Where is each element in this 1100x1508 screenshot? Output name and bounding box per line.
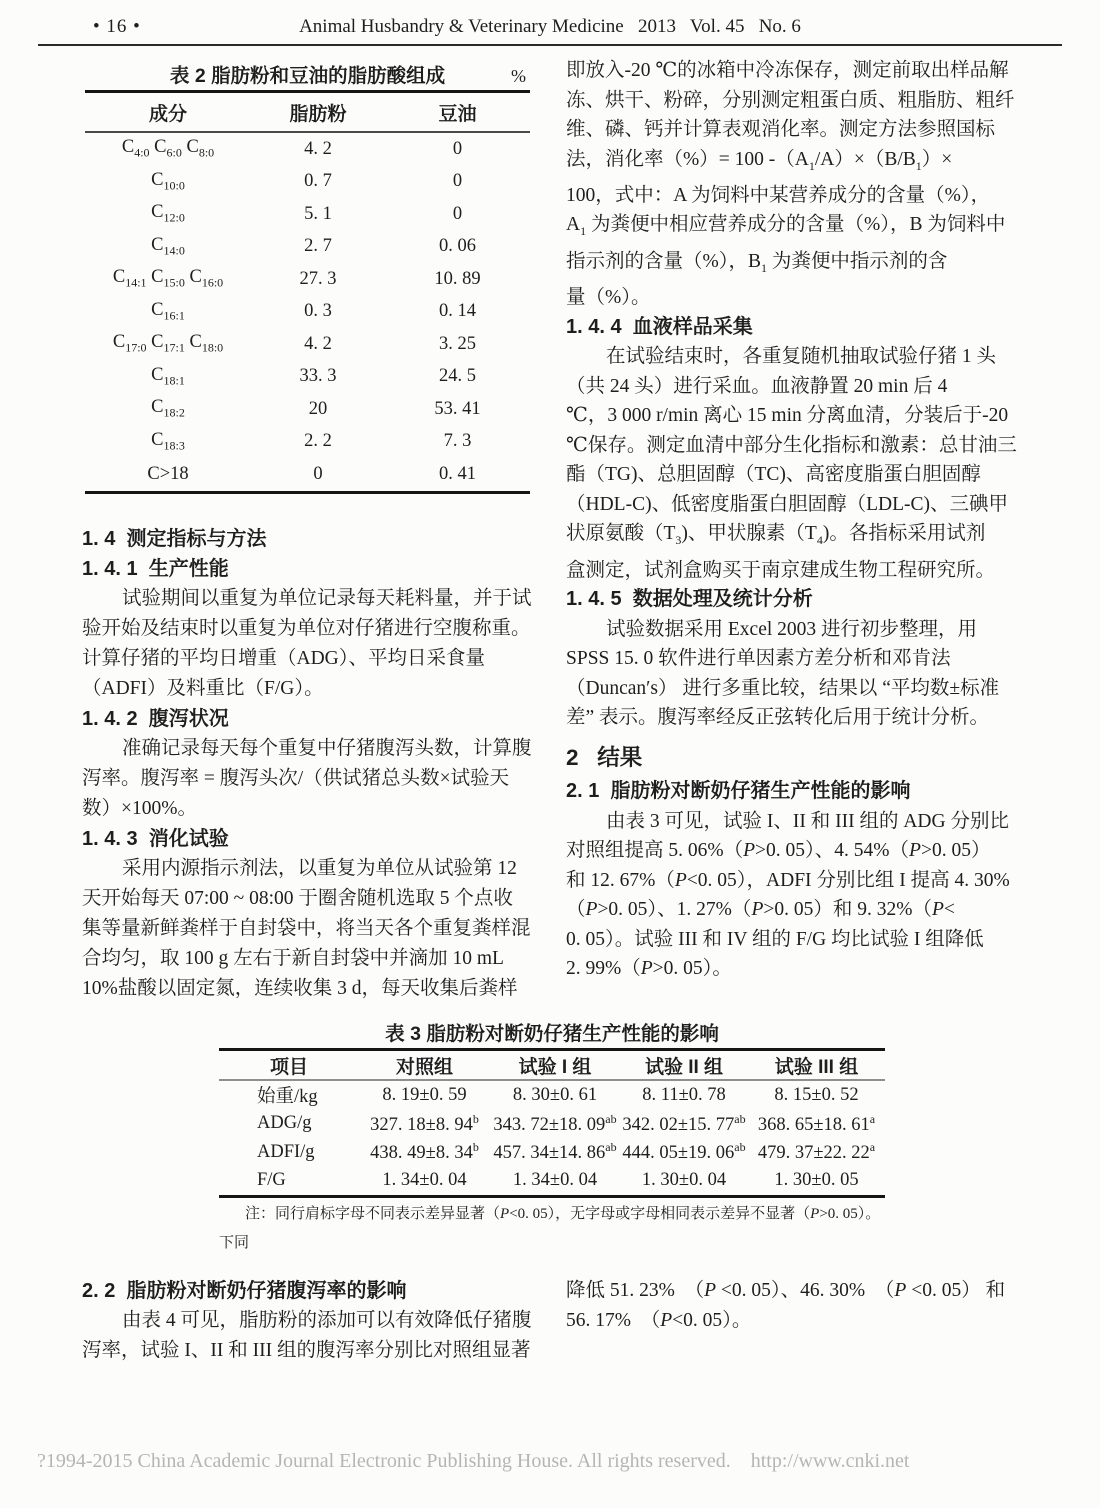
t2-cell: 0 [452, 171, 463, 192]
right-line-14: （HDL-C)、低密度脂蛋白胆固醇（LDL-C)、三碘甲 [566, 493, 1008, 515]
t2-header-cell: 脂肪粉 [289, 103, 347, 125]
table3-growth-performance [219, 1020, 885, 1198]
left-line-9: 数）×100%。 [82, 798, 197, 819]
right-line-24: 由表 3 可见，试验 I、II 和 III 组的 ADG 分别比 [606, 810, 1009, 832]
t2-row [85, 458, 530, 491]
right-column-text [566, 56, 1022, 984]
t2-row [85, 198, 530, 231]
t2-row [85, 328, 530, 361]
t3-cell: 1. 30±0. 04 [641, 1170, 727, 1191]
left-line-8: 泻率。腹泻率 = 腹泻头次/（供试猪总头数×试验天 [82, 768, 510, 789]
right-line-25: 对照组提高 5. 06%（P>0. 05）、4. 54%（P>0. 05） [566, 840, 991, 862]
left-heading-6: 1. 4. 2 腹泻状况 [82, 708, 229, 730]
t2-cell: 0. 7 [304, 171, 332, 192]
table3-header-row [219, 1051, 885, 1079]
t2-cell: 0 [313, 463, 323, 484]
t3-header-cell: 试验 II 组 [644, 1056, 724, 1078]
t2-row [85, 361, 530, 394]
t2-cell: 33. 3 [299, 366, 337, 387]
left-column-text [82, 524, 530, 1004]
right-line-19: SPSS 15. 0 软件进行单因素方差分析和邓肯法 [566, 648, 951, 670]
right-line-3: 法，消化率（%）= 100 $-(A_1/A)\times(B/B_1)\times$ [566, 148, 953, 173]
t2-header-cell: 豆油 [438, 103, 477, 125]
t2-cell: 2. 2 [304, 431, 332, 452]
right-line-28: 0. 05）。试验 III 和 IV 组的 F/G 均比试验 I 组降低 [566, 928, 984, 950]
t2-cell: $C_{4:0}$ $C_{6:0}$ $C_{8:0}$ [121, 137, 215, 161]
table3-note-line1: 注：同行肩标字母不同表示差异显著（P<0. 05），无字母或字母相同表示差异不显著（P>0. 05）。 [245, 1206, 881, 1222]
right-heading-17: 1. 4. 5 数据处理及统计分析 [566, 588, 813, 611]
t2-cell: $C_{14:0}$ [151, 234, 185, 258]
t3-cell: 1. 34±0. 04 [382, 1170, 467, 1191]
t2-cell: 53. 41 [434, 398, 481, 419]
t2-cell: 5. 1 [304, 203, 332, 224]
left-line-11: 采用内源指示剂法，以重复为单位从试验第 12 [122, 858, 517, 879]
table3-caption: 表 3 脂肪粉对断奶仔猪生产性能的影响 [385, 1023, 719, 1045]
t2-cell: $C_{12:0}$ [151, 202, 185, 226]
t2-cell: $C_{10:0}$ [151, 169, 185, 193]
table2-bottom-border [85, 491, 530, 494]
right-heading-8: 1. 4. 4 血液样品采集 [566, 315, 753, 338]
left-heading-1: 1. 4. 1 生产性能 [82, 558, 229, 580]
right-line-1: 冻、烘干、粉碎，分别测定粗蛋白质、粗脂肪、粗纤 [566, 89, 1015, 111]
table3-body [219, 1081, 885, 1195]
bottom-left-heading-0: 2. 2 脂肪粉对断奶仔猪腹泻率的影响 [82, 1280, 407, 1302]
t2-cell: $C_{18:2}$ [151, 397, 185, 421]
right-line-0: 即放入-20 ℃的冰箱中冷冻保存，测定前取出样品解 [566, 60, 1009, 81]
right-line-21: 差” 表示。腹泻率经反正弦转化后用于统计分析。 [566, 707, 990, 729]
t2-header-cell: 成分 [148, 103, 187, 125]
table3-note-line2: 下同 [219, 1235, 250, 1251]
left-line-3: 验开始及结束时以重复为单位对仔猪进行空腹称重。 [82, 618, 531, 639]
right-line-13: 酯（TG)、总胆固醇（TC)、高密度脂蛋白胆固醇 [566, 464, 981, 486]
right-line-20: （Duncan′s） 进行多重比较，结果以 “平均数±标准 [566, 677, 1000, 699]
t2-row [85, 296, 530, 329]
t3-cell: 8. 30±0. 61 [512, 1084, 598, 1105]
right-line-26: 和 12. 67%（P<0. 05），ADFI 分别比组 I 提高 4. 30% [566, 869, 1010, 891]
t3-cell: 1. 30±0. 05 [774, 1170, 859, 1191]
t2-row [85, 263, 530, 296]
t2-cell: 3. 25 [439, 333, 476, 354]
t2-row [85, 393, 530, 426]
t3-cell: 343. 72±18. $09^{ab}$ [493, 1111, 617, 1135]
table2-header-row [85, 93, 530, 131]
table2-body [85, 133, 530, 491]
t3-cell: 342. 02±15. $77^{ab}$ [622, 1111, 746, 1135]
t2-cell: 0. 3 [304, 301, 332, 322]
left-line-2: 试验期间以重复为单位记录每天耗料量，并于试 [122, 588, 532, 609]
bottom-right-line-1: 56. 17% （P<0. 05）。 [566, 1310, 752, 1331]
t2-cell: 0 [452, 203, 463, 224]
t3-cell: ADFI/g [257, 1141, 315, 1162]
left-line-13: 集等量新鲜粪样于自封袋中，将当天各个重复粪样混 [82, 918, 531, 939]
right-line-2: 维、磷、钙并计算表观消化率。测定方法参照国标 [566, 119, 996, 140]
t2-cell: 0 [452, 138, 463, 159]
t2-cell: 2. 7 [304, 236, 332, 257]
table2-unit-label: % [511, 66, 526, 86]
t3-header-cell: 试验 III 组 [774, 1056, 859, 1078]
right-heading-23: 2. 1 脂肪粉对断奶仔猪生产性能的影响 [566, 780, 911, 803]
left-heading-10: 1. 4. 3 消化试验 [82, 828, 229, 850]
t2-cell: 0. 14 [439, 301, 476, 322]
t3-cell: 368. 65±18. 61$^a$ [757, 1111, 876, 1135]
right-line-6: 指示剂的含量（%），$B_1$ 为粪便中指示剂的含 [566, 250, 948, 275]
t3-cell: 8. 11±0. 78 [642, 1084, 726, 1105]
t3-cell: 1. 34±0. 04 [512, 1170, 598, 1191]
right-line-18: 试验数据采用 Excel 2003 进行初步整理，用 [606, 618, 978, 640]
t2-cell: 10. 89 [434, 268, 481, 289]
t2-cell: 27. 3 [299, 268, 337, 289]
t3-header-cell: 对照组 [395, 1056, 453, 1078]
left-line-4: 计算仔猪的平均日增重（ADG）、平均日采食量 [82, 648, 485, 669]
t3-cell: ADG/g [257, 1113, 312, 1134]
header-rule [38, 44, 1062, 46]
t3-cell: 8. 15±0. 52 [774, 1084, 859, 1105]
table2-fatty-acid-composition [85, 62, 530, 494]
t3-row [219, 1081, 885, 1110]
right-line-7: 量（%）。 [566, 287, 651, 309]
t2-row [85, 426, 530, 459]
right-line-4: 100，式中：A 为饲料中某营养成分的含量（%）， [566, 184, 991, 206]
t2-cell: 4. 2 [304, 333, 332, 354]
t3-row [219, 1167, 885, 1196]
t2-row [85, 166, 530, 199]
t2-cell: 7. 3 [443, 431, 472, 452]
bottom-left-line-2: 泻率，试验 I、II 和 III 组的腹泻率分别比对照组显著 [82, 1340, 531, 1361]
bottom-right-line-0: 降低 51. 23% （P <0. 05）、46. 30% （P <0. 05） 和 [566, 1280, 1006, 1301]
t3-cell: 8. 19±0. 59 [382, 1084, 467, 1105]
left-line-14: 合均匀，取 100 g 左右于新自封袋中并滴加 10 mL [82, 948, 504, 969]
right-line-15: 状原氨酸$(T_3)$、甲状腺素$(T_4)$。各指标采用试剂 [566, 523, 986, 548]
left-line-12: 天开始每天 07:00 ~ 08:00 于圈舍随机选取 5 个点收 [82, 888, 513, 909]
t2-cell: C>18 [147, 463, 189, 484]
bottom-left-text [82, 1276, 530, 1366]
t2-cell: $C_{14:1}$ $C_{15:0}$ $C_{16:0}$ [112, 267, 224, 291]
t3-cell: 327. 18±8. 94$^b$ [370, 1111, 479, 1135]
left-line-15: 10%盐酸以固定氮，连续收集 3 d，每天收集后粪样 [82, 978, 518, 999]
table3-bottom-border [219, 1195, 885, 1198]
right-line-16: 盒测定，试剂盒购买于南京建成生物工程研究所。 [566, 559, 996, 581]
t2-cell: 4. 2 [304, 138, 332, 159]
t2-cell: 0. 41 [439, 463, 476, 484]
right-line-10: （共 24 头）进行采血。血液静置 20 min 后 4 [566, 375, 948, 397]
bottom-left-line-1: 由表 4 可见，脂肪粉的添加可以有效降低仔猪腹 [122, 1310, 532, 1331]
left-line-5: （ADFI）及料重比（F/G）。 [82, 678, 324, 699]
right-line-11: ℃，3 000 r/min 离心 15 min 分离血清，分装后于-20 [566, 405, 1009, 427]
left-line-7: 准确记录每天每个重复中仔猪腹泻头数，计算腹 [122, 738, 532, 759]
table2-caption-text: 表 2 脂肪粉和豆油的脂肪酸组成 [169, 65, 446, 87]
table2-caption [85, 62, 530, 90]
right-line-29: 2. 99%（P>0. 05）。 [566, 958, 732, 980]
t3-row [219, 1110, 885, 1139]
t3-header-cell: 项目 [269, 1056, 308, 1078]
t2-cell: 0. 06 [439, 236, 476, 257]
footer-copyright: ?1994-2015 China Academic Journal Electronic Publishing House. All rights reserved. http://www.cnki.net [37, 1450, 910, 1472]
t3-cell: 444. 05±19. $06^{ab}$ [622, 1140, 746, 1164]
t2-cell: 20 [308, 398, 328, 419]
t2-row [85, 133, 530, 166]
t3-cell: 457. 34±14. $86^{ab}$ [493, 1140, 617, 1164]
t2-cell: $C_{17:0}$ $C_{17:1}$ $C_{18:0}$ [112, 332, 224, 356]
right-line-5: $A_1$ 为粪便中相应营养成分的含量（%），B 为饲料中 [566, 214, 1006, 239]
t3-cell: 438. 49±8. 34$^b$ [370, 1140, 479, 1164]
t3-cell: F/G [257, 1170, 286, 1191]
table3-note [219, 1200, 1019, 1258]
page-number: • 16 • [93, 16, 141, 37]
right-line-27: （P>0. 05）、1. 27%（P>0. 05）和 9. 32%（P< [566, 899, 955, 921]
left-heading-0: 1. 4 测定指标与方法 [82, 528, 267, 550]
t3-cell: 始重/kg [257, 1087, 318, 1108]
journal-header-title: Animal Husbandry & Veterinary Medicine 2013 Vol. 45 No. 6 [299, 16, 801, 37]
bottom-right-text [566, 1276, 1022, 1336]
right-heading-22: 2 结果 [566, 744, 643, 770]
t2-cell: $C_{18:3}$ [151, 429, 185, 453]
t3-row [219, 1138, 885, 1167]
t3-header-cell: 试验 I 组 [518, 1056, 592, 1078]
t2-row [85, 231, 530, 264]
right-line-9: 在试验结束时，各重复随机抽取试验仔猪 1 头 [606, 346, 997, 368]
t2-cell: 24. 5 [439, 366, 476, 387]
t2-cell: $C_{16:1}$ [151, 299, 185, 323]
t2-cell: $C_{18:1}$ [151, 364, 185, 388]
right-line-12: ℃保存。测定血清中部分生化指标和激素：总甘油三 [566, 434, 1017, 456]
t3-cell: 479. 37±22. 22$^a$ [757, 1140, 876, 1164]
